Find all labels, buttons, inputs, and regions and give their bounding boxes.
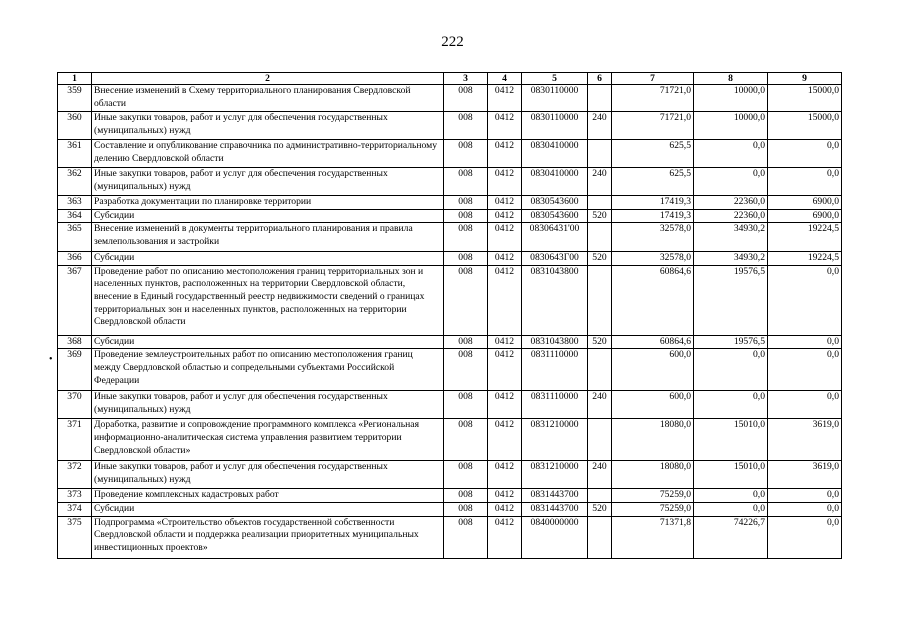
row-code-3: 008 [444,223,488,252]
row-code-4: 0412 [488,168,522,196]
row-marker: • [49,354,53,365]
row-code-4: 0412 [488,265,522,335]
table-row [58,349,842,391]
row-code-6 [588,419,612,461]
row-value-9: 3619,0 [768,419,842,461]
row-value-7: 17419,3 [612,196,694,210]
row-number: 374 [58,502,92,516]
column-header: 8 [694,73,768,85]
table-row [58,502,842,516]
row-code-3: 008 [444,391,488,419]
row-code-3: 008 [444,461,488,489]
row-code-3: 008 [444,335,488,349]
row-description: Субсидии [92,502,444,516]
table-row [58,252,842,266]
row-code-6: 240 [588,112,612,140]
row-code-3: 008 [444,252,488,266]
column-header: 4 [488,73,522,85]
row-value-9: 0,0 [768,391,842,419]
row-value-8: 0,0 [694,391,768,419]
row-code-5: 0830110000 [522,85,588,112]
row-code-5: 08306431'00 [522,223,588,252]
row-code-5: 0831110000 [522,391,588,419]
column-header: 2 [92,73,444,85]
row-value-9: 19224,5 [768,252,842,266]
row-value-7: 75259,0 [612,502,694,516]
row-description: Субсидии [92,335,444,349]
row-description: Проведение работ по описанию местоположения границ территориальных зон и населенных пунктов, расположенных на территории Свердловской области, внесение в Единый государственный реестр недвижимости сведений о границах территориальных зон и населенных пунктов, расположенных на территории Свердловской области [92,265,444,335]
row-description: Доработка, развитие и сопровождение программного комплекса «Региональная информационно-аналитическая система управления развитием территории Свердловской области» [92,419,444,461]
row-value-7: 18080,0 [612,461,694,489]
row-code-4: 0412 [488,85,522,112]
row-code-5: 0831043800 [522,335,588,349]
row-value-8: 19576,5 [694,335,768,349]
row-value-9: 0,0 [768,489,842,503]
row-code-4: 0412 [488,489,522,503]
row-value-7: 60864,6 [612,335,694,349]
row-code-5: 0830410000 [522,140,588,168]
row-code-4: 0412 [488,391,522,419]
table-row [58,335,842,349]
row-number: 368 [58,335,92,349]
row-code-6 [588,85,612,112]
row-description: Иные закупки товаров, работ и услуг для обеспечения государственных (муниципальных) нужд [92,391,444,419]
row-code-5: 0831043800 [522,265,588,335]
header-row [58,73,842,85]
row-value-7: 75259,0 [612,489,694,503]
row-code-6 [588,140,612,168]
row-code-5: 0830543600 [522,196,588,210]
row-description: Разработка документации по планировке территории [92,196,444,210]
row-code-3: 008 [444,140,488,168]
table-row [58,391,842,419]
row-number: 372 [58,461,92,489]
row-description: Внесение изменений в документы территориального планирования и правила землепользования и застройки [92,223,444,252]
page-number: 222 [441,34,464,50]
row-value-9: 0,0 [768,265,842,335]
row-code-3: 008 [444,516,488,558]
row-code-3: 008 [444,112,488,140]
row-description: Внесение изменений в Схему территориального планирования Свердловской области [92,85,444,112]
row-code-3: 008 [444,502,488,516]
row-value-7: 18080,0 [612,419,694,461]
table-row [58,168,842,196]
row-number: 359 [58,85,92,112]
table-row [58,516,842,558]
row-description: Иные закупки товаров, работ и услуг для обеспечения государственных (муниципальных) нужд [92,112,444,140]
row-code-6 [588,265,612,335]
row-description: Проведение комплексных кадастровых работ [92,489,444,503]
row-code-5: 0830110000 [522,112,588,140]
row-number: 364 [58,209,92,223]
row-code-4: 0412 [488,516,522,558]
row-value-8: 0,0 [694,502,768,516]
row-value-9: 0,0 [768,140,842,168]
row-code-6 [588,516,612,558]
row-value-8: 0,0 [694,489,768,503]
row-code-4: 0412 [488,112,522,140]
row-code-4: 0412 [488,209,522,223]
row-code-4: 0412 [488,502,522,516]
row-code-4: 0412 [488,196,522,210]
table-row [58,196,842,210]
row-value-8: 19576,5 [694,265,768,335]
row-value-7: 600,0 [612,391,694,419]
row-code-6: 240 [588,391,612,419]
column-header: 7 [612,73,694,85]
table-row [58,112,842,140]
row-value-8: 10000,0 [694,112,768,140]
row-value-7: 600,0 [612,349,694,391]
column-header: 6 [588,73,612,85]
row-value-9: 3619,0 [768,461,842,489]
row-code-6 [588,489,612,503]
row-number: 373 [58,489,92,503]
row-code-4: 0412 [488,140,522,168]
row-number: 363 [58,196,92,210]
row-value-9: 0,0 [768,502,842,516]
table-row [58,419,842,461]
row-value-8: 15010,0 [694,419,768,461]
row-description: Субсидии [92,209,444,223]
row-value-7: 71721,0 [612,85,694,112]
row-description: Иные закупки товаров, работ и услуг для обеспечения государственных (муниципальных) нужд [92,168,444,196]
column-header: 1 [58,73,92,85]
row-code-3: 008 [444,209,488,223]
row-code-3: 008 [444,489,488,503]
table-row [58,461,842,489]
row-code-4: 0412 [488,335,522,349]
row-code-3: 008 [444,349,488,391]
row-code-6: 520 [588,252,612,266]
row-code-5: 0830543600 [522,209,588,223]
table-body [58,85,842,559]
row-value-9: 6900,0 [768,209,842,223]
row-code-5: 0840000000 [522,516,588,558]
row-value-9: 0,0 [768,349,842,391]
row-value-7: 625,5 [612,140,694,168]
row-code-4: 0412 [488,252,522,266]
row-value-7: 17419,3 [612,209,694,223]
row-value-7: 32578,0 [612,223,694,252]
budget-table [57,72,842,559]
row-code-3: 008 [444,85,488,112]
row-code-6: 240 [588,461,612,489]
row-code-3: 008 [444,419,488,461]
row-description: Подпрограмма «Строительство объектов государственной собственности Свердловской области и поддержка реализации приоритетных муниципальных инвестиционных проектов» [92,516,444,558]
row-number: 361 [58,140,92,168]
row-value-8: 22360,0 [694,196,768,210]
row-code-3: 008 [444,196,488,210]
row-description: Проведение землеустроительных работ по описанию местоположения границ между Свердловской областью и сопредельными субъектами Российской Федерации [92,349,444,391]
table-row [58,265,842,335]
table-row [58,223,842,252]
row-value-8: 22360,0 [694,209,768,223]
row-value-9: 19224,5 [768,223,842,252]
row-code-4: 0412 [488,419,522,461]
column-header: 5 [522,73,588,85]
row-code-5: 0831443700 [522,502,588,516]
row-number: 369 [58,349,92,391]
row-code-4: 0412 [488,223,522,252]
row-number: 367 [58,265,92,335]
row-value-8: 0,0 [694,349,768,391]
row-value-9: 0,0 [768,335,842,349]
row-value-7: 60864,6 [612,265,694,335]
row-value-8: 0,0 [694,168,768,196]
row-number: 371 [58,419,92,461]
row-number: 362 [58,168,92,196]
table-row [58,489,842,503]
row-code-4: 0412 [488,461,522,489]
row-value-8: 0,0 [694,140,768,168]
row-code-6: 520 [588,209,612,223]
row-value-7: 71371,8 [612,516,694,558]
row-value-9: 0,0 [768,516,842,558]
row-code-6: 520 [588,502,612,516]
row-value-9: 15000,0 [768,85,842,112]
row-code-5: 0831210000 [522,461,588,489]
row-code-6: 240 [588,168,612,196]
row-value-7: 71721,0 [612,112,694,140]
row-description: Составление и опубликование справочника по административно-территориальному делению Свердловской области [92,140,444,168]
row-code-5: 0830643Г00 [522,252,588,266]
table-row [58,85,842,112]
row-code-6: 520 [588,335,612,349]
row-number: 370 [58,391,92,419]
table-row [58,209,842,223]
row-value-8: 15010,0 [694,461,768,489]
row-code-5: 0830410000 [522,168,588,196]
row-value-8: 10000,0 [694,85,768,112]
row-code-5: 0831443700 [522,489,588,503]
row-code-3: 008 [444,168,488,196]
row-description: Иные закупки товаров, работ и услуг для обеспечения государственных (муниципальных) нужд [92,461,444,489]
row-value-9: 15000,0 [768,112,842,140]
column-header: 9 [768,73,842,85]
row-number: 360 [58,112,92,140]
table-row [58,140,842,168]
row-value-9: 0,0 [768,168,842,196]
row-value-8: 34930,2 [694,252,768,266]
row-code-4: 0412 [488,349,522,391]
row-code-6 [588,196,612,210]
row-value-8: 74226,7 [694,516,768,558]
row-code-6 [588,349,612,391]
row-value-8: 34930,2 [694,223,768,252]
row-code-5: 0831210000 [522,419,588,461]
row-code-6 [588,223,612,252]
row-number: 375 [58,516,92,558]
row-code-3: 008 [444,265,488,335]
row-value-9: 6900,0 [768,196,842,210]
row-description: Субсидии [92,252,444,266]
row-number: 366 [58,252,92,266]
row-code-5: 0831110000 [522,349,588,391]
row-number: 365 [58,223,92,252]
row-value-7: 32578,0 [612,252,694,266]
row-value-7: 625,5 [612,168,694,196]
column-header: 3 [444,73,488,85]
